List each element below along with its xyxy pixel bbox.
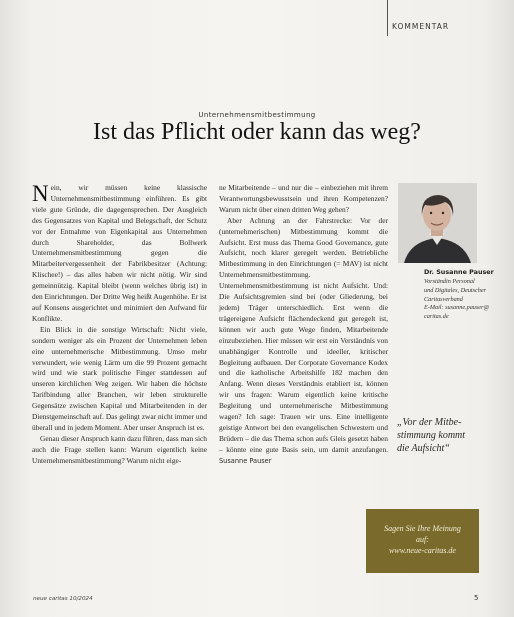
article-column-2 (219, 183, 388, 467)
article-headline: Ist das Pflicht oder kann das weg? (93, 119, 421, 145)
callout-line: Sagen Sie Ihre Meinung (384, 524, 461, 533)
page-number: 5 (474, 594, 479, 602)
paragraph (32, 183, 207, 325)
section-divider (387, 0, 388, 36)
pull-quote-line: „Vor der Mitbe- (397, 417, 462, 428)
paragraph (219, 216, 388, 467)
article-kicker: Unternehmensmitbestimmung (198, 111, 316, 119)
author-name: Dr. Susanne Pauser (424, 268, 494, 276)
publication-footer: neue caritas 10/2024 (33, 596, 93, 602)
paragraph: ne Mitarbeitende – und nur die – einbeziehen mit ihrem Verantwortungsbewusstsein und ihren Kompetenzen? Warum nicht über einen dritten Weg gehen? (219, 183, 388, 214)
article-column-1 (32, 183, 207, 467)
paragraph-text: Aber Achtung an der Fahrstrecke: Vor der (unternehmerischen) Mitbestimmung kommt die Aufsicht. Erst muss das Thema Good Governance, gute Aufsicht, noch klarer geregelt werden. Betriebliche Mitbestimmung in den Einrichtungen (= MAV) ist nicht Unternehmensmitbestimmung. Unternehmensmitbestimmung ist nicht Aufsicht. Und: Die Aufsichtsgremien sind bei (oder Gliederung, bei jedem) Träger unterschiedlich. Erst wenn die trägereigene Aufsicht flächendeckend gut geregelt ist, können wir auch gute Wege finden, Mitarbeitende einzubeziehen. Hier müssen wir erst ein Verständnis von unabhängiger Kontrolle und ideeller, kritischer Begleitung aufbauen. Der Corporate Governance Kodex und die katholische Arbeitshilfe 182 machen den Anfang. Wenn dieses Verständnis etabliert ist, können wir uns fragen: Warum eigentlich keine kritische Begleitung und unternehmerische Mitbestimmung wagen? Ich sage: Trauen wir uns. Eine intelligente geistige Antwort bei den evangelischen Schwestern und Brüdern – die das Thema schon aufs Gleis gesetzt haben – könnte eine gute Basis sein, um damit anzufangen. (219, 215, 388, 454)
author-role (424, 278, 506, 322)
author-email: E-Mail: susanne.pauser@ (424, 304, 490, 312)
author-photo (398, 183, 477, 263)
website-link[interactable]: www.neue-caritas.de (389, 546, 456, 555)
paragraph: Genau dieser Anspruch kann dazu führen, dass man sich auch die Frage stellen kann: Warum eigentlich keine Unternehmensmitbestimmung? Warum nicht eige- (32, 433, 207, 465)
callout-line: auf: (416, 535, 429, 544)
drop-cap: N (32, 181, 49, 206)
paragraph: Ein Blick in die sonstige Wirtschaft: Nicht viele, sondern weniger als ein Prozent der Unternehmen leben eine unternehmerische Mitbestimmung. Umso mehr verwundert, wie wenig Lärm um die 99 Prozent gemacht wird und wie stark politische Finger stattdessen auf unseren kirchlichen Weg zeigen. Wir haben die höchste Tarifbindung aller Branchen, wir leben strukturelle Gegensätze zwischen Kapital und Mitarbeitenden in der Dienstgemeinschaft auf. Das gelingt zwar nicht immer und überall und in jedem Moment. Aber unser Anspruch ist es. (32, 324, 207, 432)
author-role-line: und Digitales, Deutscher (424, 286, 487, 294)
author-signature: Susanne Pauser (219, 456, 272, 465)
section-label: KOMMENTAR (392, 22, 450, 31)
pull-quote (397, 416, 507, 455)
paragraph-text: ein, wir müssen keine klassische Unternehmensmitbestimmung einführen. Es gibt viele gute Gründe, die dagegensprechen. Der Ausgleich des Gegensatzes von Kapital und Belegschaft, der Schutz vor der Entnahme von Eigenkapital aus Unternehmen durch Shareholder, das Bollwerk Unternehmensmitbestimmung gegen die Mitarbeitervergessenheit der Fabrikbesitzer (Achtung: Klischee!) – das alles haben wir nicht nötig. Wir sind gemeinnützig. Kapital bleibt (wenn welches übrig ist) in den Einrichtungen. Der Dritte Weg heißt Augenhöhe. Er ist auf Konsens ausgerichtet und minimiert den Aufwand für Konflikte. (32, 183, 207, 323)
feedback-callout (366, 509, 479, 573)
pull-quote-line: stimmung kommt (397, 430, 466, 441)
author-email: caritas.de (424, 313, 449, 321)
author-role-line: Caritasverband (424, 295, 463, 303)
pull-quote-line: die Aufsicht“ (397, 443, 450, 454)
author-role-line: Vorständin Personal (424, 278, 475, 285)
